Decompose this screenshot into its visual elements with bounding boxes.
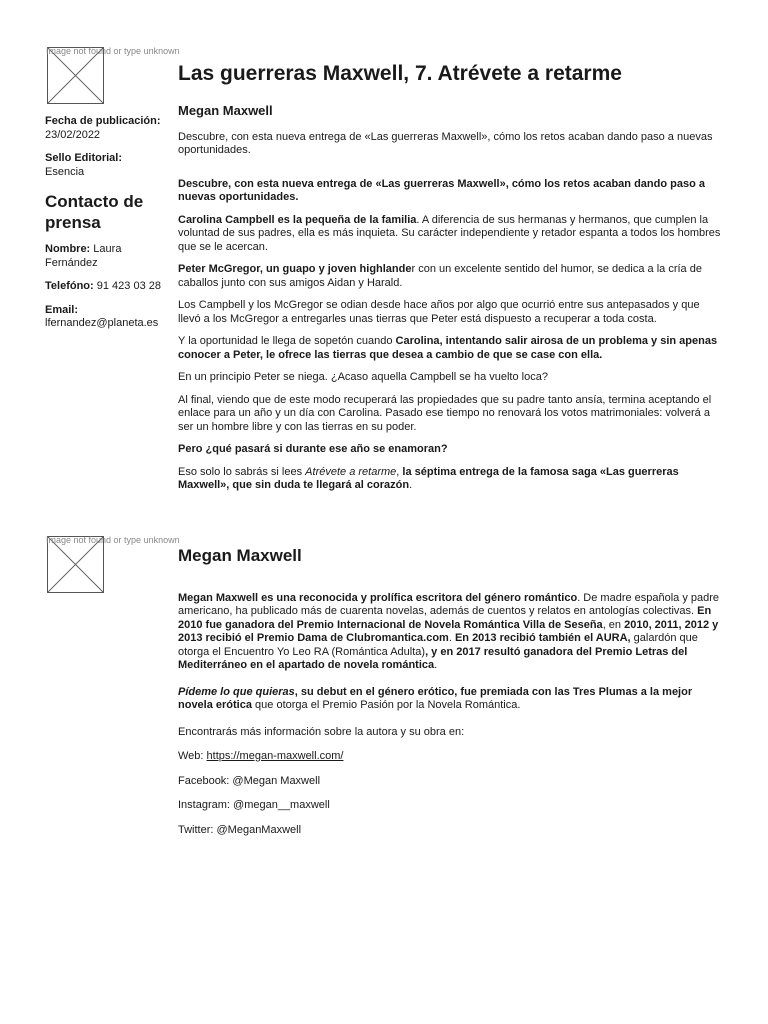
imprint-value: Esencia bbox=[45, 165, 85, 178]
bio-heading: Megan Maxwell bbox=[178, 546, 302, 565]
placeholder-alt-text: Image not found or type unknown bbox=[46, 535, 180, 545]
author-name: Megan Maxwell bbox=[178, 103, 273, 118]
broken-image-icon bbox=[48, 537, 103, 592]
sidebar bbox=[45, 115, 173, 341]
pub-label: Fecha de publicación: bbox=[45, 115, 161, 127]
email-value[interactable]: lfernandez@planeta.es bbox=[45, 317, 159, 329]
broken-image-icon bbox=[48, 48, 103, 103]
intro-bold-paragraph: Descubre, con esta nueva entrega de «Las guerreras Maxwell», cómo los retos acaban dando paso a nuevas oportunidades. bbox=[178, 177, 705, 203]
bio-paragraph: Megan Maxwell es una reconocida y prolífica escritora del género romántico. De madre española y padre americano, ha publicado más de cuarenta novelas, además de cuentos y relatos en antologías colectivas. En 2010 fue ganadora del Premio Internacional de Novela Romántica Villa de Seseña, en 2010, 2011, 2012 y 2013 recibió el Premio Dama de Clubromantica.com. En 2013 recibió también el AURA, galardón que otorga el Encuentro Yo Leo RA (Romántica Adulta), y en 2017 resultó ganadora del Premio Letras del Mediterráneo en el apartado de novela romántica. bbox=[178, 591, 720, 671]
placeholder-alt-text: Image not found or type unknown bbox=[46, 46, 180, 56]
imprint bbox=[45, 152, 173, 179]
instagram-line: Instagram: @megan__maxwell bbox=[178, 799, 330, 811]
paragraph-closing: Eso solo lo sabrás si lees Atrévete a retarme, la séptima entrega de la famosa saga «Las guerreras Maxwell», que sin duda te llegará al corazón. bbox=[178, 465, 679, 491]
contact-email bbox=[45, 304, 173, 331]
paragraph-refusal: En un principio Peter se niega. ¿Acaso aquella Campbell se ha vuelto loca? bbox=[178, 371, 548, 383]
paragraph-agreement: Al final, viendo que de este modo recuperará las propiedades que su padre tanto ansía, termina aceptando el enlace para un año y un día con Carolina. Pasado ese tiempo no renovará los votos matrimoniales: volverá a ser un hombre libre y con las tierras en su poder. bbox=[178, 393, 712, 433]
pub-value: 23/02/2022 bbox=[45, 128, 101, 141]
paragraph-carolina: Carolina Campbell es la pequeña de la familia. A diferencia de sus hermanas y hermanos, que cumplen la voluntad de sus padres, ella es más inquieta. Su carácter independiente y retador espanta a todos los hombres que se le acercan. bbox=[178, 213, 721, 253]
bio-debut-paragraph: Pídeme lo que quieras, su debut en el género erótico, fue premiada con las Tres Plumas a la mejor novela erótica que otorga el Premio Pasión por la Novela Romántica. bbox=[178, 685, 693, 711]
twitter-line: Twitter: @MeganMaxwell bbox=[178, 823, 302, 836]
paragraph-opportunity: Y la oportunidad le llega de sopetón cuando Carolina, intentando salir airosa de un problema y sin apenas conocer a Peter, le ofrece las tierras que desea a cambio de que se case con ella. bbox=[178, 335, 718, 361]
name-value: Laura Fernández bbox=[45, 243, 122, 269]
phone-label: Telefóno: bbox=[45, 280, 94, 292]
email-label: Email: bbox=[45, 303, 79, 316]
web-line: Web: https://megan-maxwell.com/ bbox=[178, 750, 344, 762]
website-link[interactable]: https://megan-maxwell.com/ bbox=[206, 750, 344, 762]
publication-date bbox=[45, 115, 173, 142]
author-bio bbox=[178, 546, 723, 846]
paragraph-peter: Peter McGregor, un guapo y joven highlander con un excelente sentido del humor, se dedica a la cría de caballos junto con sus amigos Aidan y Harald. bbox=[178, 263, 702, 289]
page-title: Las guerreras Maxwell, 7. Atrévete a retarme bbox=[178, 62, 622, 85]
facebook-line: Facebook: @Megan Maxwell bbox=[178, 774, 321, 787]
book-description bbox=[178, 104, 723, 502]
paragraph-feud: Los Campbell y los McGregor se odian desde hace años por algo que ocurrió entre sus antepasados y que llevó a los McGregor a entregarles unas tierras que Peter está dispuesto a recuperar a toda costa. bbox=[178, 299, 700, 325]
imprint-label: Sello Editorial: bbox=[45, 152, 123, 164]
paragraph-question: Pero ¿qué pasará si durante ese año se enamoran? bbox=[178, 443, 448, 455]
name-label: Nombre: bbox=[45, 243, 91, 255]
contact-name bbox=[45, 243, 173, 270]
contact-phone bbox=[45, 280, 173, 294]
press-contact-heading: Contacto de prensa bbox=[45, 192, 144, 232]
bio-more-info: Encontrarás más información sobre la autora y su obra en: bbox=[178, 725, 465, 738]
phone-value: 91 423 03 28 bbox=[96, 280, 161, 292]
intro-paragraph: Descubre, con esta nueva entrega de «Las guerreras Maxwell», cómo los retos acaban dando paso a nuevas oportunidades. bbox=[178, 130, 713, 156]
